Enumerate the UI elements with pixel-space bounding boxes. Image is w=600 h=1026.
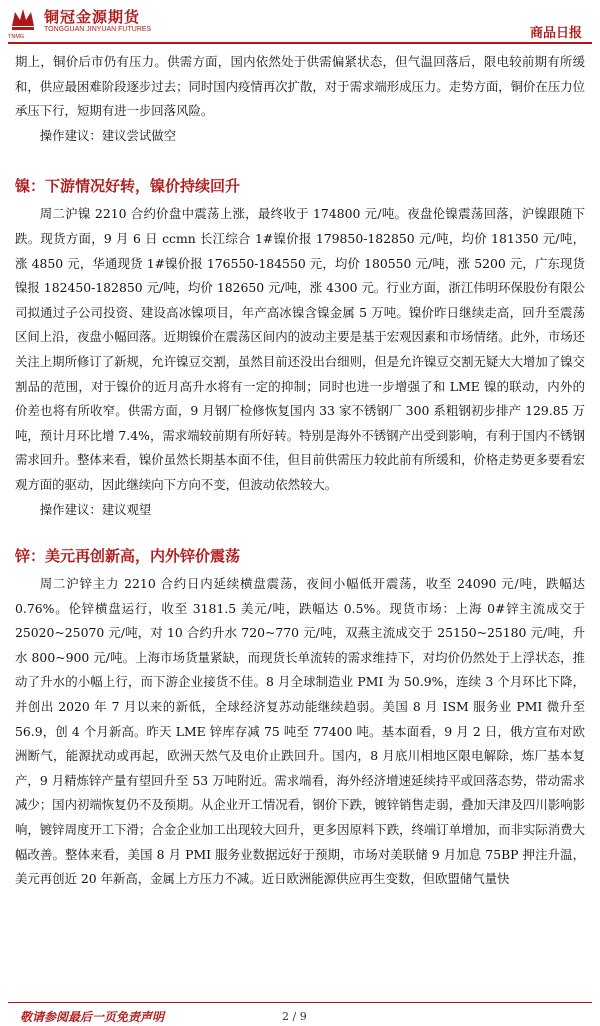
page-footer [0,1002,600,1026]
zinc-section-title: 锌：美元再创新高，内外锌价震荡 [15,547,241,566]
report-body [15,50,585,892]
nickel-suggestion: 操作建议：建议观望 [39,501,152,517]
nickel-section-body: 周二沪镍 2210 合约价盘中震荡上涨，最终收于 174800 元/吨。夜盘伦镍震荡回落，沪镍跟随下跌。现货方面，9 月 6 日 ccmn 长江综合 1#镍价报 179850-182850 元/吨，均价 181350 元/吨，涨 4850 元，华通现货 1#镍价报 176550-184550 元，均价 180550 元/吨，涨 5200 元，广东现货镍报 182450-182850 元/吨，均价 182650 元/吨，涨 4300 元。行业方面，浙江伟明环保股份有限公司拟通过子公司投资、建设高冰镍项目，年产高冰镍含镍金属 5 万吨。镍价昨日继续走高，回升至震荡区间上沿，夜盘小幅回落。近期镍价在震荡区间内的波动主要是基于宏观因素和市场情绪。此外，市场还关注上期所修订了新规，允许镍豆交割，虽然目前还没出台细则，但是允许镍豆交割无疑大大增加了镍交割品的范围，对于镍价的近月高升水将有一定的抑制；同时也进一步增强了和 LME 镍的联动，内外的价差也将有所收窄。供需方面，9 月钢厂检修恢复国内 33 家不锈钢厂 300 系粗钢初步排产 129.85 万吨，预计月环比增 7.4%，需求端较前期有所好转。特别是海外不锈钢产出受到影响，有利于国内不锈钢需求回升。整体来看，镍价虽然长期基本面不佳，但目前供需压力较此前有所缓和，价格走势更多要看宏观方面的驱动，因此继续向下方向不变，但波动依然较大。 [15,206,585,492]
copper-suggestion: 操作建议：建议尝试做空 [39,127,177,143]
crown-logo-icon [8,4,38,34]
header-divider [8,42,592,44]
nickel-section-title: 镍：下游情况好转，镍价持续回升 [15,177,241,196]
footer-divider [8,1002,592,1003]
brand-name-cn: 铜冠金源期货 [44,8,141,26]
copper-section-tail: 期上，铜价后市仍有压力。供需方面，国内依然处于供需偏紧状态，但气温回落后，限电较前期有所缓和，供应最困难阶段逐步过去；同时国内疫情再次扩散，对于需求端形成压力。走势方面，铜价在压力位承压下行，短期有进一步回落风险。 [15,54,585,119]
brand-name-en: TONGGUAN JINYUAN FUTURES [44,26,152,33]
zinc-section-body: 周二沪锌主力 2210 合约日内延续横盘震荡，夜间小幅低开震荡，收至 24090 元/吨，跌幅达 0.76%。伦锌横盘运行，收至 3181.5 美元/吨，跌幅达 0.5%。现货市场：上海 0#锌主流成交于 25020~25070 元/吨，对 10 合约升水 720~770 元/吨，双燕主流成交于 25150~25180 元/吨，升水 800~900 元/吨。上海市场货量紧缺，而现货长单流转的需求维持下，对均价仍然处于上浮状态，推动了升水的小幅上行，而下游企业接货不佳。8 月全球制造业 PMI 为 50.9%，连续 3 个月环比下降，并创出 2020 年 7 月以来的新低，全球经济复苏动能继续趋弱。美国 8 月 ISM 服务业 PMI 微升至 56.9，创 4 个月新高。昨天 LME 锌库存减 75 吨至 77400 吨。基本面看，9 月 2 日，俄方宣布对欧洲断气，能源扰动或再起，欧洲天然气及电价止跌回升。国内，8 月底川相地区限电解除，炼厂基本复产，9 月精炼锌产量有望回升至 53 万吨附近。需求端看，海外经济增速延续持平或回落态势，带动需求减少；国内初端恢复仍不及预期。从企业开工情况看，钢价下跌，镀锌销售走弱，叠加天津及四川影响影响，镀锌周度开工下滑；合金企业加工出现较大回升，更多因原料下跌，终端订单增加，而非实际消费大幅改善。整体来看，美国 8 月 PMI 服务业数据远好于预期，市场对美联储 9 月加息 75BP 押注升温，美元再创近 20 年新高，金属上方压力不减。近日欧洲能源供应再生变数，但欧盟储气量快 [15,576,585,887]
page-number: 2 / 9 [282,1010,307,1023]
report-type-label: 商品日报 [529,26,582,41]
company-logo [8,4,188,40]
disclaimer-note: 敬请参阅最后一页免责声明 [20,1010,165,1024]
page-header [0,0,600,44]
brand-abbr: TNMG [8,34,25,40]
